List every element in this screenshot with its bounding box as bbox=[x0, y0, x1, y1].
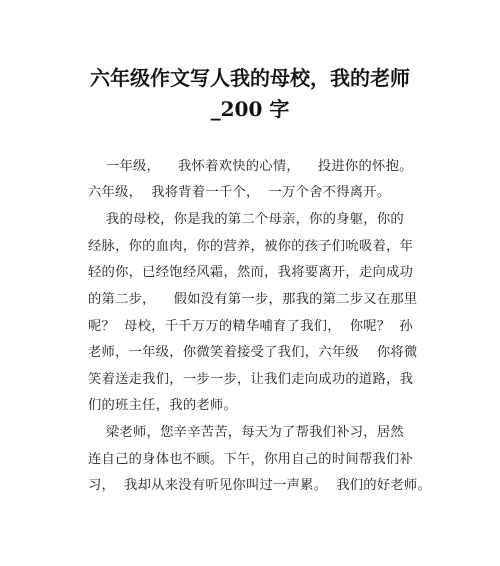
paragraph-line: 们的班主任，我的老师。 bbox=[88, 398, 238, 413]
paragraph-line: 呢？ 母校，千千万万的精华哺育了我们， 你呢？ 孙 bbox=[88, 319, 413, 334]
paragraph-line: 一年级， 我怀着欢快的心情， 投进你的怀抱。 bbox=[88, 159, 413, 174]
paragraph-line: 习， 我却从来没有听见你叫过一声累。 我们的好老师。 bbox=[88, 478, 432, 493]
paragraph-line: 我的母校，你是我的第二个母亲，你的身躯，你的 bbox=[88, 212, 404, 227]
paragraph-line: 的第二步， 假如没有第一步，那我的第二步又在那里 bbox=[88, 292, 418, 307]
paragraph-line: 连自己的身体也不顾。下午，你用自己的时间帮我们补 bbox=[88, 452, 414, 467]
paragraph-line: 经脉，你的血肉，你的营养，被你的孩子们吮吸着，年 bbox=[88, 239, 414, 254]
paragraph-line: 轻的你，已经饱经风霜，然而，我将要离开，走向成功 bbox=[88, 265, 414, 280]
document-title-line-2: _200 字 bbox=[210, 97, 290, 121]
paragraph-line: 笑着送走我们，一步一步，让我们走向成功的道路，我 bbox=[88, 372, 414, 387]
paragraph-line: 老师，一年级，你微笑着接受了我们，六年级 你将微 bbox=[88, 345, 418, 360]
paragraph-line: 六年级， 我将背着一千个， 一万个舍不得离开。 bbox=[88, 185, 391, 200]
document-title-line-1: 六年级作文写人我的母校，我的老师 bbox=[90, 66, 410, 90]
paragraph-line: 梁老师，您辛辛苦苦，每天为了帮我们补习，居然 bbox=[88, 425, 404, 440]
